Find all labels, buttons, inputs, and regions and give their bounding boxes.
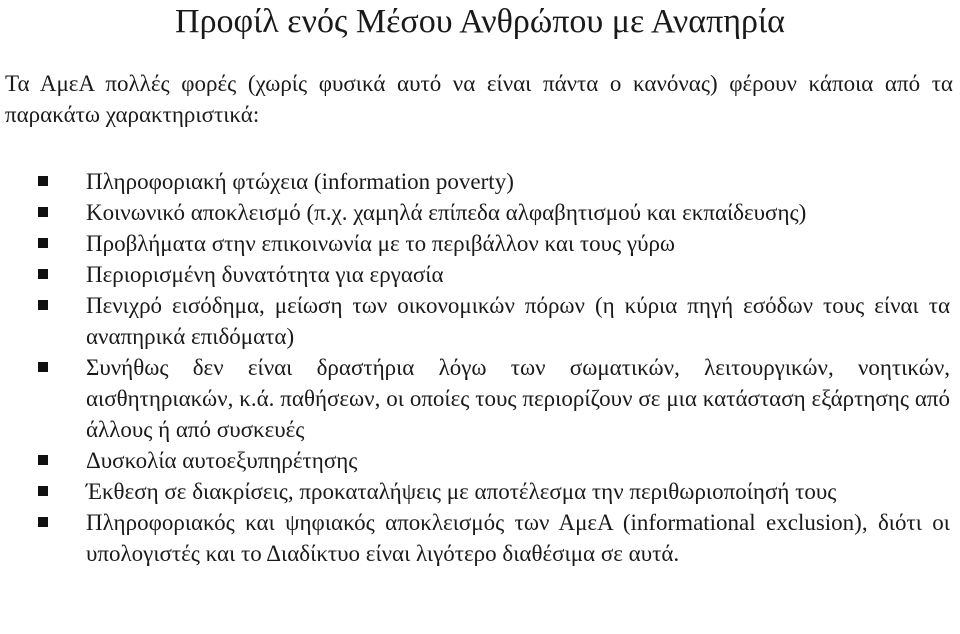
- bullet-text: Πληροφοριακή φτώχεια (information poverty): [86, 169, 514, 194]
- square-bullet-icon: [38, 300, 48, 310]
- bullet-text: Συνήθως δεν είναι δραστήρια λόγω των σωματικών, λειτουργικών, νοητικών, αισθητηριακών, κ.ά. παθήσεων, οι οποίες τους περιορίζουν σε μια κατάσταση εξάρτησης από άλλους ή από συσκευές: [86, 355, 950, 442]
- bullet-text: Περιορισμένη δυνατότητα για εργασία: [86, 262, 444, 287]
- bullet-item: [0, 228, 960, 259]
- square-bullet-icon: [38, 176, 48, 186]
- square-bullet-icon: [38, 238, 48, 248]
- bullet-text: Δυσκολία αυτοεξυπηρέτησης: [86, 448, 358, 473]
- bullet-text: Πληροφοριακός και ψηφιακός αποκλεισμός των ΑμεΑ (informational exclusion), διότι οι υπολογιστές και το Διαδίκτυο είναι λιγότερο διαθέσιμα σε αυτά.: [86, 510, 950, 566]
- bullet-list: [0, 166, 960, 569]
- bullet-item: [0, 290, 960, 352]
- square-bullet-icon: [38, 269, 48, 279]
- bullet-item: [0, 445, 960, 476]
- bullet-item: [0, 259, 960, 290]
- bullet-text: Έκθεση σε διακρίσεις, προκαταλήψεις με αποτέλεσμα την περιθωριοποίησή τους: [86, 479, 837, 504]
- bullet-text: Πενιχρό εισόδημα, μείωση των οικονομικών πόρων (η κύρια πηγή εσόδων τους είναι τα αναπηρικά επιδόματα): [86, 293, 950, 349]
- intro-paragraph: Τα ΑμεΑ πολλές φορές (χωρίς φυσικά αυτό να είναι πάντα ο κανόνας) φέρουν κάποια από τα παρακάτω χαρακτηριστικά:: [5, 71, 953, 127]
- bullet-text: Κοινωνικό αποκλεισμό (π.χ. χαμηλά επίπεδα αλφαβητισμού και εκπαίδευσης): [86, 200, 807, 225]
- square-bullet-icon: [38, 486, 48, 496]
- bullet-item: [0, 352, 960, 445]
- square-bullet-icon: [38, 455, 48, 465]
- bullet-item: [0, 166, 960, 197]
- bullet-item: [0, 507, 960, 569]
- bullet-item: [0, 197, 960, 228]
- slide-title: Προφίλ ενός Μέσου Ανθρώπου με Αναπηρία: [175, 3, 785, 40]
- bullet-text: Προβλήματα στην επικοινωνία με το περιβάλλον και τους γύρω: [86, 231, 676, 256]
- square-bullet-icon: [38, 362, 48, 372]
- square-bullet-icon: [38, 207, 48, 217]
- square-bullet-icon: [38, 517, 48, 527]
- bullet-item: [0, 476, 960, 507]
